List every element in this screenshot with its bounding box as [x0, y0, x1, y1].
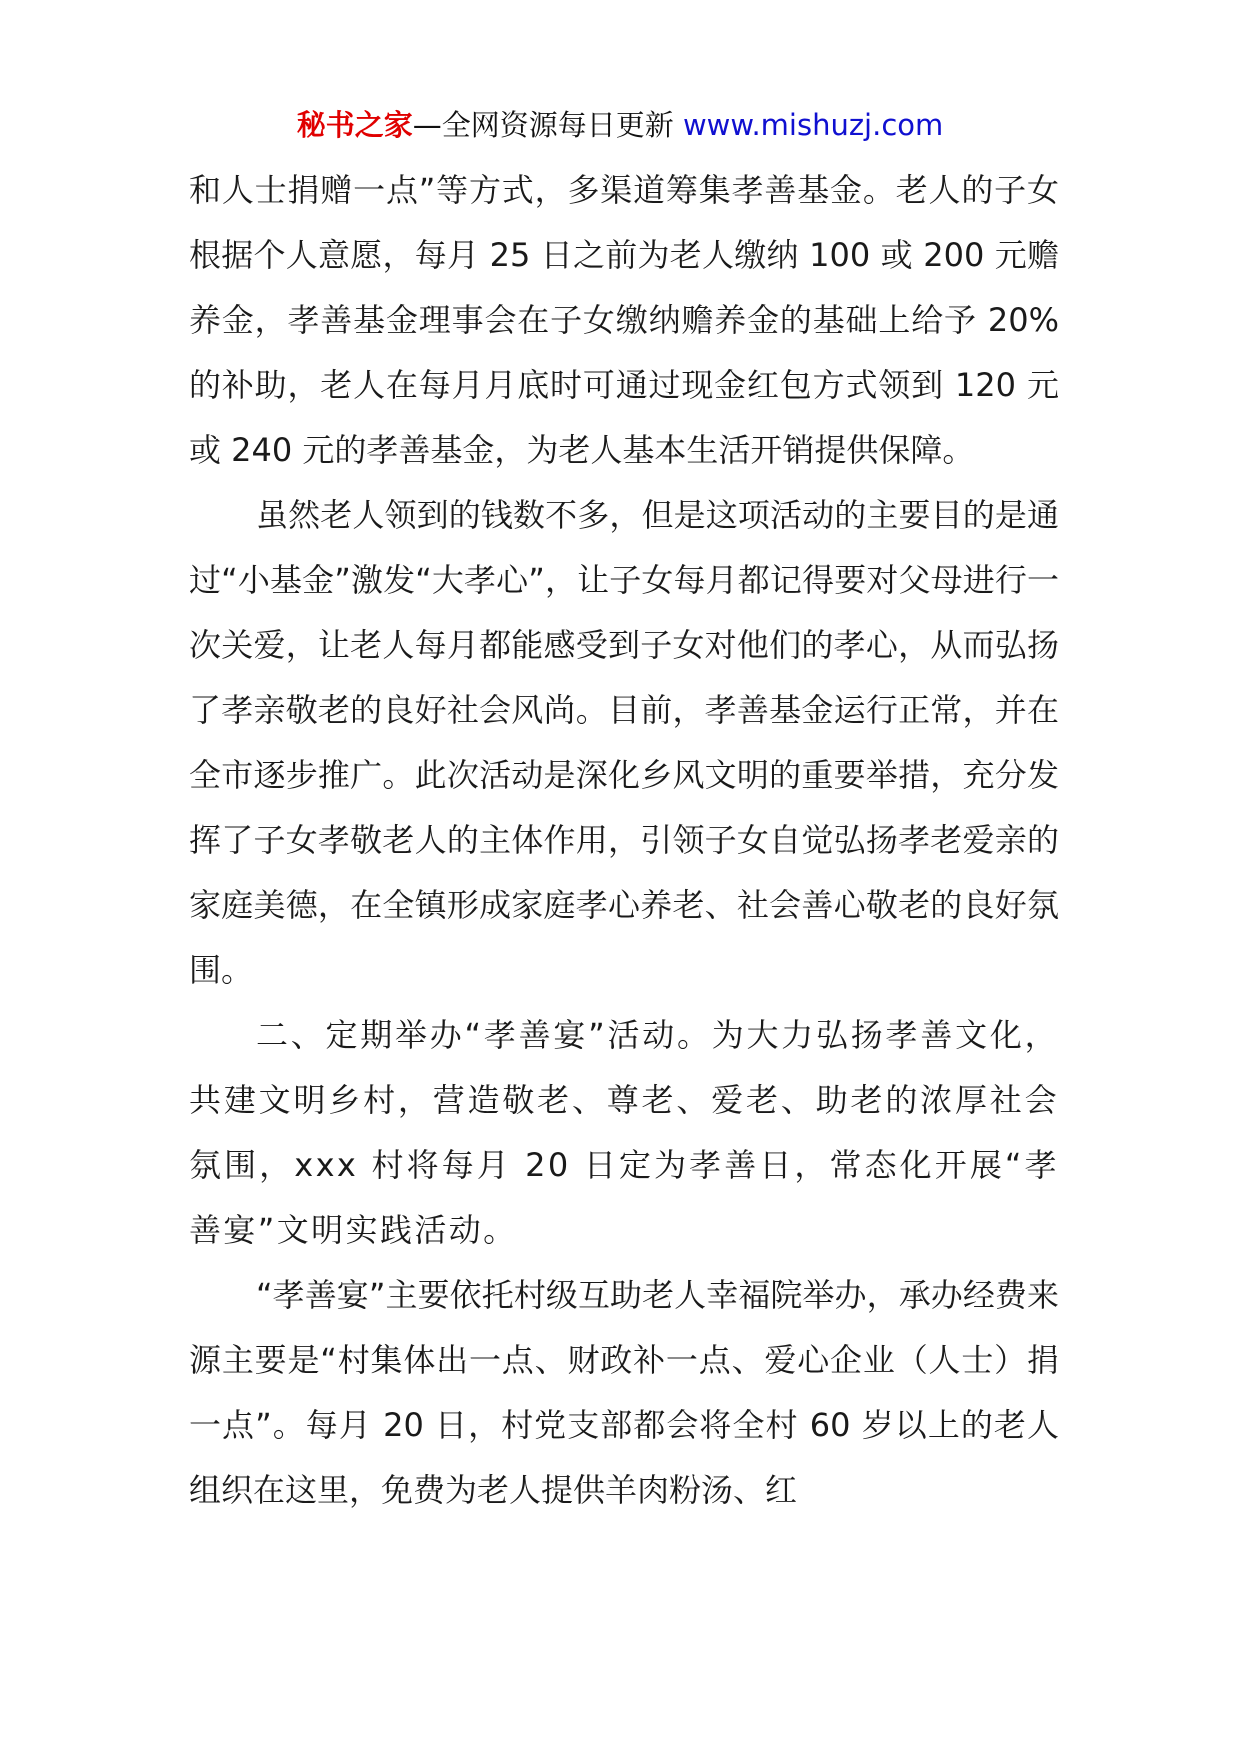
page-header: [0, 98, 1240, 152]
website-link[interactable]: www.mishuzj.com: [682, 108, 944, 142]
section-heading-paragraph: 二、定期举办“孝善宴”活动。为大力弘扬孝善文化，共建文明乡村，营造敬老、尊老、爱老、助老的浓厚社会氛围，xxx 村将每月 20 日定为孝善日，常态化开展“孝善宴”文明实践活动。: [189, 1016, 1059, 1249]
brand-name: 秘书之家: [296, 108, 413, 142]
paragraph: “孝善宴”主要依托村级互助老人幸福院举办，承办经费来源主要是“村集体出一点、财政补一点、爱心企业（人士）捐一点”。每月 20 日，村党支部都会将全村 60 岁以上的老人组织在这里，免费为老人提供羊肉粉汤、红: [189, 1276, 1059, 1509]
header-slogan: —全网资源每日更新: [412, 108, 674, 142]
paragraph-continued: 和人士捐赠一点”等方式，多渠道筹集孝善基金。老人的子女根据个人意愿，每月 25 日之前为老人缴纳 100 或 200 元赡养金，孝善基金理事会在子女缴纳赡养金的基础上给予 20%的补助，老人在每月月底时可通过现金红包方式领到 120 元或 240 元的孝善基金，为老人基本生活开销提供保障。: [189, 171, 1059, 469]
paragraph: 虽然老人领到的钱数不多，但是这项活动的主要目的是通过“小基金”激发“大孝心”，让子女每月都记得要对父母进行一次关爱，让老人每月都能感受到子女对他们的孝心，从而弘扬了孝亲敬老的良好社会风尚。目前，孝善基金运行正常，并在全市逐步推广。此次活动是深化乡风文明的重要举措，充分发挥了子女孝敬老人的主体作用，引领子女自觉弘扬孝老爱亲的家庭美德，在全镇形成家庭孝心养老、社会善心敬老的良好氛围。: [189, 496, 1059, 989]
document-body: [189, 158, 1059, 1523]
